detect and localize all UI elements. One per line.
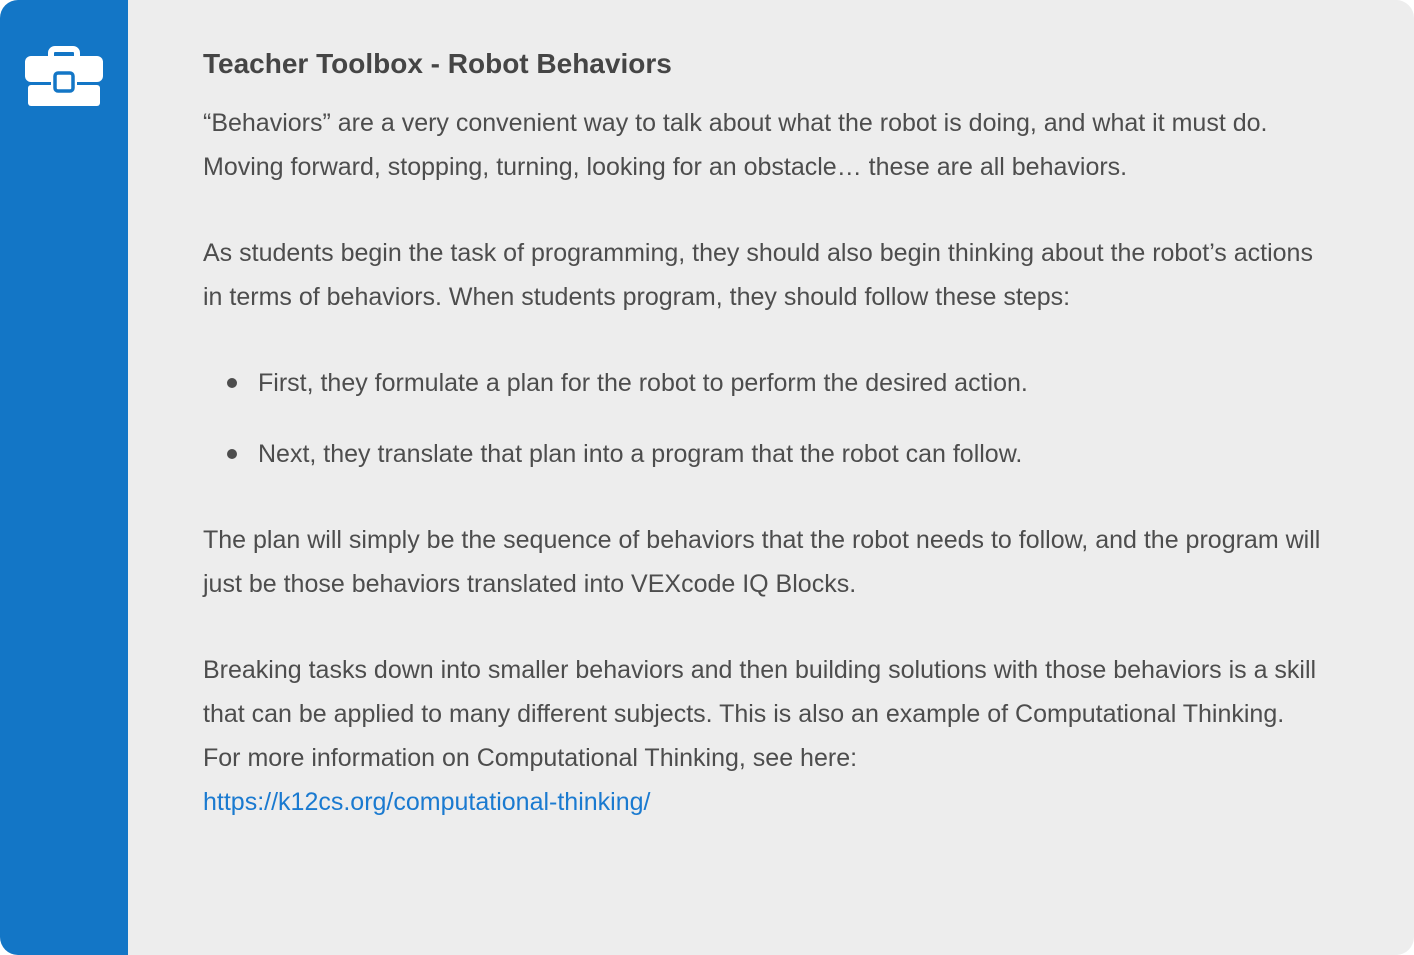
- toolbox-icon: [25, 46, 103, 106]
- paragraph-plan-sequence: The plan will simply be the sequence of behaviors that the robot needs to follow, and the program will just be those behaviors translated into VEXcode IQ Blocks.: [203, 526, 1321, 598]
- paragraph-computational-thinking: Breaking tasks down into smaller behaviors and then building solutions with those behaviors is a skill that can be applied to many different subjects. This is also an example of Computational Thinking. For more information on Computational Thinking, see here:: [203, 656, 1317, 772]
- card-title: Teacher Toolbox - Robot Behaviors: [203, 48, 672, 79]
- computational-thinking-link[interactable]: https://k12cs.org/computational-thinking/: [203, 788, 651, 816]
- list-item-plan: First, they formulate a plan for the robot to perform the desired action.: [203, 361, 1322, 405]
- paragraph-behaviors-intro: “Behaviors” are a very convenient way to talk about what the robot is doing, and what it must do. Moving forward, stopping, turning, looking for an obstacle… these are all behaviors.: [203, 109, 1268, 181]
- list-item-translate: Next, they translate that plan into a program that the robot can follow.: [203, 432, 1322, 476]
- steps-list: [203, 361, 1322, 476]
- paragraph-programming-steps: As students begin the task of programming, they should also begin thinking about the robot’s actions in terms of behaviors. When students program, they should follow these steps:: [203, 239, 1313, 311]
- accent-sidebar: [0, 0, 128, 955]
- card-content: [128, 0, 1414, 955]
